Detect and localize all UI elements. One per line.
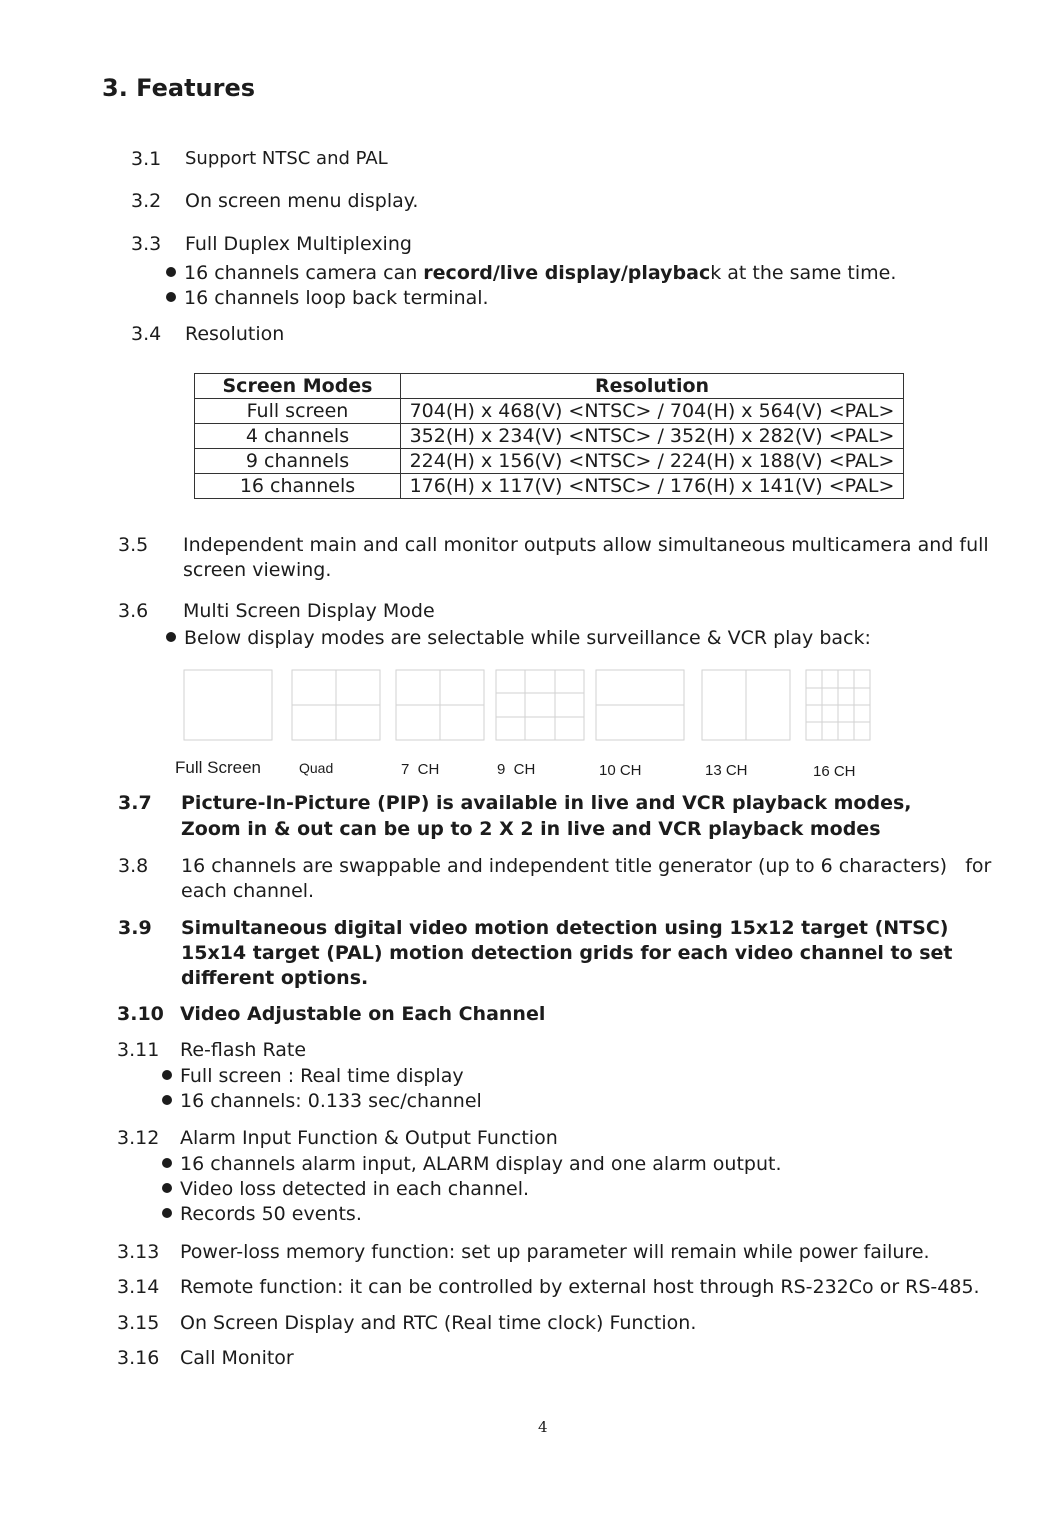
table-cell: Full screen [195,399,401,424]
item-text-continued: 15x14 target (PAL) motion detection grids for each video channel to set [181,942,953,964]
item-number: 3.15 [117,1312,160,1334]
item-text: Power-loss memory function: set up parameter will remain while power failure. [180,1241,930,1263]
bullet-item: 16 channels loop back terminal. [166,287,489,310]
item-number: 3.10 [117,1003,164,1025]
item-text: Simultaneous digital video motion detection using 15x12 target (NTSC) [181,917,949,939]
item-number: 3.11 [117,1039,160,1061]
column-header: Resolution [401,374,904,399]
item-number: 3.12 [117,1127,160,1149]
display-mode-thumbnails [170,660,890,752]
display-mode-label: 13 CH [705,762,748,779]
display-mode-label: 7 CH [401,761,440,778]
column-header: Screen Modes [195,374,401,399]
item-number: 3.4 [131,323,162,345]
item-number: 3.16 [117,1347,160,1369]
bullet-item: Below display modes are selectable while surveillance & VCR play back: [166,627,871,650]
item-text: Multi Screen Display Mode [183,600,435,622]
item-text-continued: each channel. [181,880,315,902]
item-text-continued: different options. [181,967,369,989]
bullet-item: Video loss detected in each channel. [162,1178,529,1201]
table-row [195,449,904,474]
item-text: Re-flash Rate [180,1039,307,1061]
bullet-item: 16 channels camera can record/live display/playback at the same time. [166,262,896,285]
item-text: Picture-In-Picture (PIP) is available in live and VCR playback modes, [181,792,912,814]
item-number: 3.6 [118,600,149,622]
display-mode-label: 9 CH [497,761,536,778]
item-text: Full Duplex Multiplexing [185,233,412,255]
item-number: 3.5 [118,534,149,556]
page-title: 3. Features [102,74,256,102]
table-cell: 9 channels [195,449,401,474]
display-mode-label: Full Screen [175,758,261,777]
bullet-item: Records 50 events. [162,1203,362,1226]
display-mode-label: 10 CH [599,762,642,779]
item-number: 3.9 [118,917,152,939]
item-number: 3.13 [117,1241,160,1263]
9ch-thumbnail [496,670,584,740]
table-cell: 16 channels [195,474,401,499]
table-cell: 352(H) x 234(V) <NTSC> / 352(H) x 282(V) <PAL> [401,424,904,449]
item-text-continued: screen viewing. [183,559,332,581]
item-number: 3.2 [131,190,162,212]
item-number: 3.7 [118,792,152,814]
item-text: On screen menu display. [185,190,419,212]
table-header-row [195,374,904,399]
item-text: Support NTSC and PAL [185,148,388,169]
table-row [195,424,904,449]
table-row [195,399,904,424]
table-cell: 4 channels [195,424,401,449]
item-text: Remote function: it can be controlled by external host through RS-232Co or RS-485. [180,1276,980,1298]
item-text-continued: Zoom in & out can be up to 2 X 2 in live and VCR playback modes [181,818,881,840]
item-text: Call Monitor [180,1347,294,1369]
full-screen-thumbnail [184,670,272,740]
item-text: On Screen Display and RTC (Real time clock) Function. [180,1312,697,1334]
table-cell: 704(H) x 468(V) <NTSC> / 704(H) x 564(V) <PAL> [401,399,904,424]
table-row [195,474,904,499]
item-number: 3.8 [118,855,149,877]
item-number: 3.1 [131,148,162,170]
item-text: Alarm Input Function & Output Function [180,1127,558,1149]
table-cell: 176(H) x 117(V) <NTSC> / 176(H) x 141(V) <PAL> [401,474,904,499]
bullet-item: 16 channels alarm input, ALARM display and one alarm output. [162,1153,782,1176]
page-number: 4 [538,1418,548,1436]
item-text: 16 channels are swappable and independent title generator (up to 6 characters) for [181,855,992,877]
item-number: 3.14 [117,1276,160,1298]
item-text: Independent main and call monitor outputs allow simultaneous multicamera and full [183,534,989,556]
item-text: Video Adjustable on Each Channel [180,1003,546,1025]
display-mode-label: 16 CH [813,763,856,780]
table-cell: 224(H) x 156(V) <NTSC> / 224(H) x 188(V) <PAL> [401,449,904,474]
bullet-item: Full screen : Real time display [162,1065,464,1088]
resolution-table [194,373,904,499]
item-number: 3.3 [131,233,162,255]
display-mode-label: Quad [299,760,334,776]
bullet-item: 16 channels: 0.133 sec/channel [162,1090,482,1113]
item-text: Resolution [185,323,285,345]
